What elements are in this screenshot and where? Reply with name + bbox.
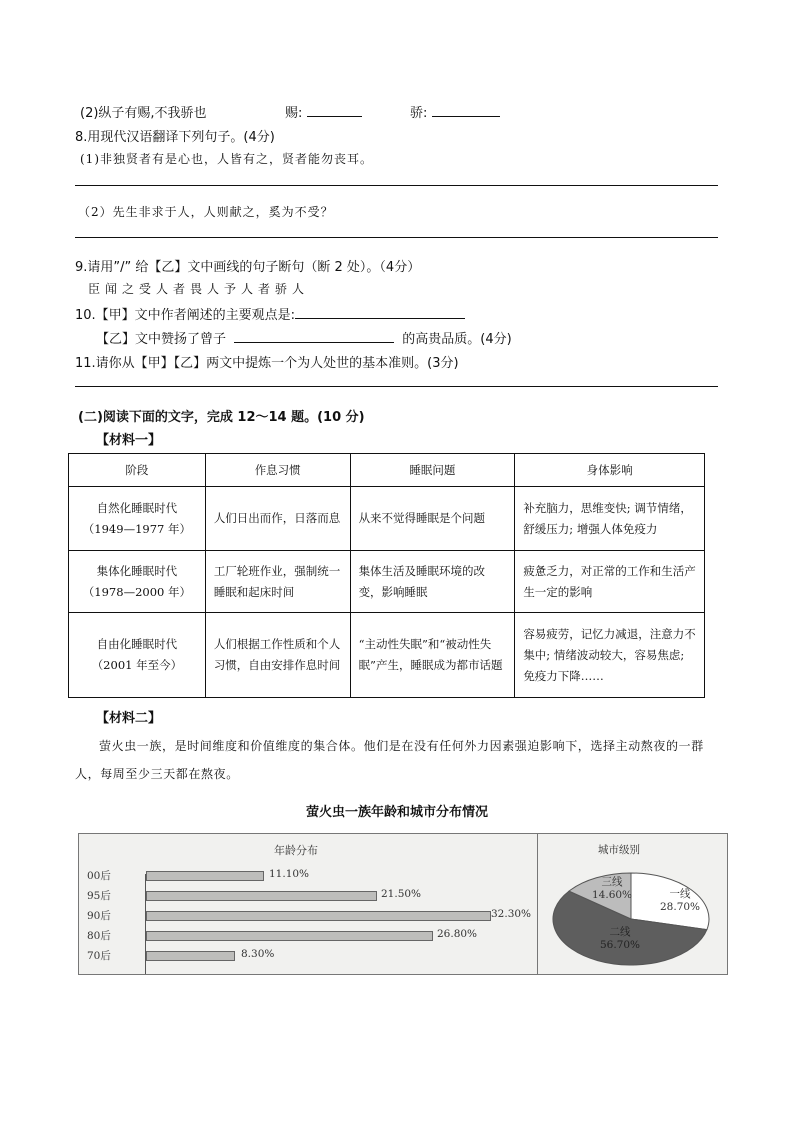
bar-value: 11.10%: [269, 868, 310, 880]
city-level-panel: [538, 834, 727, 974]
stage-period: （2001 年至今）: [91, 658, 183, 672]
material1-label: 【材料一】: [96, 433, 162, 448]
bar: [146, 911, 491, 921]
header-habit: 作息习惯: [205, 454, 350, 487]
q8-sentence-2: （2）先生非求于人，人则献之，奚为不受？: [78, 205, 334, 219]
header-problem: 睡眠问题: [350, 454, 515, 487]
pie-category: 一线: [669, 888, 691, 900]
cell-stage: [69, 551, 206, 613]
bar-category: 95后: [87, 890, 111, 902]
table-header-row: [69, 454, 705, 487]
q8-sentence-1: (1)非独贤者有是心也，人皆有之，贤者能勿丧耳。: [80, 152, 373, 166]
jiao-label: 骄:: [410, 106, 428, 121]
bar: [146, 891, 377, 901]
q10-part1-text: 10.【甲】文中作者阐述的主要观点是:: [75, 308, 296, 323]
bar-category: 70后: [87, 950, 111, 962]
q7-ci-answer: [285, 102, 362, 121]
pie-value: 28.70%: [660, 901, 701, 913]
cell-stage: [69, 613, 206, 698]
bar-value: 21.50%: [381, 888, 422, 900]
q10-part2-prefix: 【乙】文中赞扬了曾子: [96, 332, 227, 347]
cell-problem: 从来不觉得睡眠是个问题: [350, 487, 515, 551]
pie-category: 三线: [601, 876, 623, 888]
cell-habit: 人们根据工作性质和个人习惯，自由安排作息时间: [205, 613, 350, 698]
sleep-era-table: [68, 453, 705, 698]
ci-answer-blank[interactable]: [307, 104, 362, 117]
table-row: [69, 551, 705, 613]
chart-figure-title: 萤火虫一族年龄和城市分布情况: [305, 805, 488, 820]
section2-heading: (二)阅读下面的文字，完成 12～14 题。(10 分): [78, 410, 365, 425]
cell-habit: 工厂轮班作业，强制统一睡眠和起床时间: [205, 551, 350, 613]
bar: [146, 871, 264, 881]
q8-answer-line-2[interactable]: [75, 237, 718, 238]
bar-category: 00后: [87, 870, 111, 882]
pie-value: 14.60%: [592, 889, 633, 901]
pie-label-tier1: [660, 886, 700, 913]
q7-item2-text: (2)纵子有赐,不我骄也: [80, 106, 207, 121]
cell-impact: 补充脑力，思维变快; 调节情绪，舒缓压力; 增强人体免疫力: [515, 487, 705, 551]
stage-name: 自由化睡眠时代: [96, 637, 178, 651]
pie-label-tier3: [592, 874, 632, 901]
q7-item2: [80, 102, 207, 121]
stage-period: （1949—1977 年）: [82, 521, 191, 536]
bar-category: 90后: [87, 910, 111, 922]
bar: [146, 931, 433, 941]
age-distribution-panel: [79, 834, 538, 974]
cell-problem: “主动性失眠”和“被动性失眠”产生，睡眠成为都市话题: [350, 613, 515, 698]
material2-label: 【材料二】: [96, 711, 162, 726]
jiao-answer-blank[interactable]: [432, 104, 500, 117]
bar-value: 26.80%: [437, 928, 478, 940]
q9-prompt: 9.请用”/” 给【乙】文中画线的句子断句（断 2 处）。（4分）: [75, 260, 421, 275]
q7-jiao-answer: [410, 102, 500, 121]
q10-part2: [96, 328, 512, 347]
cell-stage: [69, 487, 206, 551]
bar-value: 32.30%: [491, 908, 532, 920]
firefly-chart: [78, 833, 728, 975]
q11-prompt: 11.请你从【甲】【乙】两文中提炼一个为人处世的基本准则。(3分): [75, 356, 459, 371]
city-chart-title: 城市级别: [598, 844, 640, 856]
material2-text: 萤火虫一族，是时间维度和价值维度的集合体。他们是在没有任何外力因素强迫影响下，选择主动熬夜的一群人，每周至少三天都在熬夜。: [75, 739, 704, 781]
cell-problem: 集体生活及睡眠环境的改变，影响睡眠: [350, 551, 515, 613]
bar: [146, 951, 235, 961]
ci-label: 赐:: [285, 106, 303, 121]
stage-period: （1978—2000 年）: [82, 584, 191, 599]
age-chart-title: 年龄分布: [274, 844, 318, 857]
pie-value: 56.70%: [600, 939, 641, 951]
q11-answer-line[interactable]: [75, 386, 718, 387]
q10-viewpoint-blank[interactable]: [295, 306, 465, 319]
stage-name: 集体化睡眠时代: [96, 563, 178, 578]
bar-value: 8.30%: [241, 948, 275, 960]
stage-name: 自然化睡眠时代: [96, 500, 178, 515]
q10-part1: [75, 304, 465, 323]
q10-part2-suffix: 的高贵品质。(4分): [402, 332, 512, 347]
cell-habit: 人们日出而作，日落而息: [205, 487, 350, 551]
table-row: [69, 613, 705, 698]
header-impact: 身体影响: [515, 454, 705, 487]
table-row: [69, 487, 705, 551]
pie-category: 二线: [609, 926, 631, 938]
q8-prompt: 8.用现代汉语翻译下列句子。(4分): [75, 130, 275, 145]
bar-category: 80后: [87, 930, 111, 942]
q10-quality-blank[interactable]: [234, 330, 394, 343]
q8-answer-line-1[interactable]: [75, 185, 718, 186]
cell-impact: 疲惫乏力，对正常的工作和生活产生一定的影响: [515, 551, 705, 613]
pie-label-tier2: [600, 924, 640, 951]
cell-impact: 容易疲劳，记忆力减退，注意力不集中; 情绪波动较大，容易焦虑; 免疫力下降……: [515, 613, 705, 698]
header-stage: 阶段: [69, 454, 206, 487]
q9-sentence: 臣闻之受人者畏人予人者骄人: [88, 282, 310, 296]
